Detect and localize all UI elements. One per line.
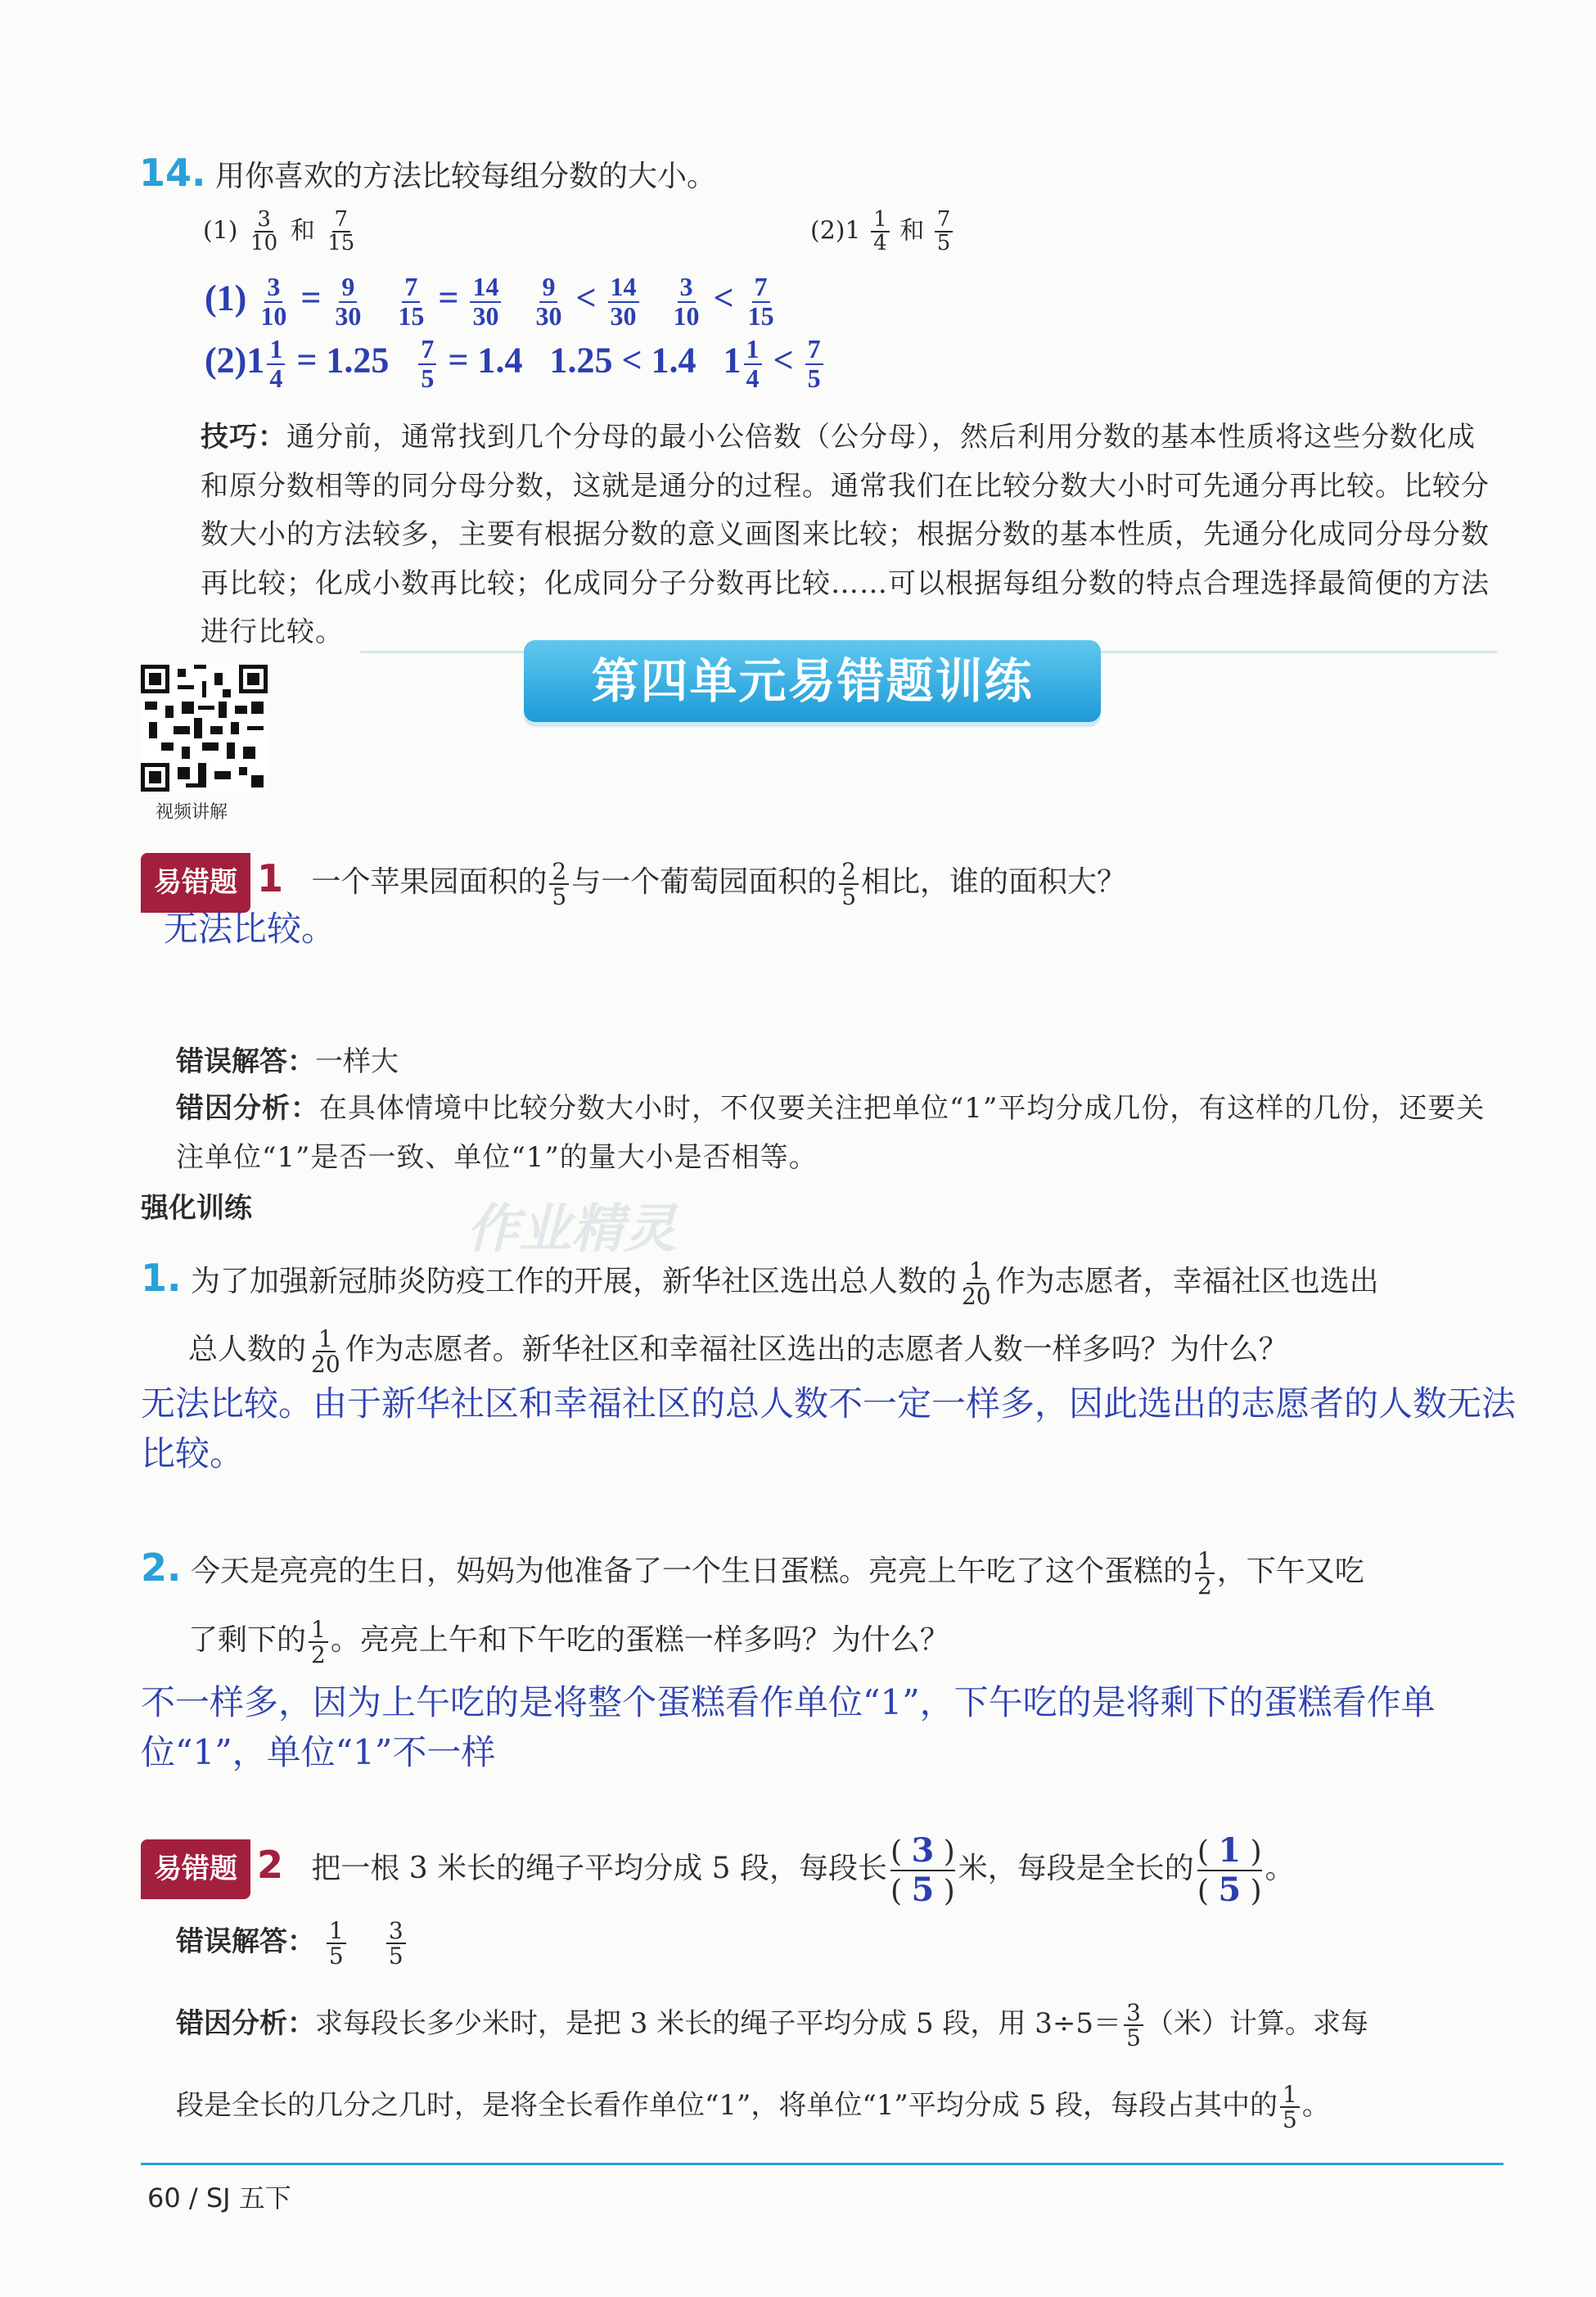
p1-question-cont: 总人数的 $\frac{1}{20}$ 作为志愿者。新华社区和幸福社区选出的志愿者人数一样多吗？为什么？	[188, 1324, 1288, 1378]
fraction: $\frac{2}{5}$	[549, 860, 569, 909]
p2-question: 2. 今天是亮亮的生日，妈妈为他准备了一个生日蛋糕。亮亮上午吃了这个蛋糕的 $\frac{1}{2}$ ，下午又吃	[141, 1546, 1364, 1600]
fraction: $\frac{2}{5}$	[839, 860, 859, 909]
footer-rule	[141, 2163, 1504, 2165]
p2-answer: 不一样多，因为上午吃的是将整个蛋糕看作单位“1”，下午吃的是将剩下的蛋糕看作单位“1”，单位“1”不一样	[141, 1682, 1436, 1772]
q14-text: 用你喜欢的方法比较每组分数的大小。	[214, 160, 716, 193]
e2-wrong-answer: 错误解答： $\frac{1}{5}$ $\frac{3}{5}$	[176, 1916, 408, 1969]
qr-code[interactable]	[141, 665, 268, 792]
q14-answer-1: (1) $\frac{3}{10}$ = $\frac{9}{30}$ $\frac{7}{15}$ = $\frac{14}{30}$ $\frac{9}{30}$ < $\frac{14}{30}$ $\frac{3}{10}$ < $\frac{7}{15}$	[205, 272, 774, 331]
e2-question: 易错题 2 把一根 3 米长的绳子平均分成 5 段，每段长 $\frac{( 3 )}{( 5 )}$ 米，每段是全长的 $\frac{( 1 )}{( 5 )}$ 。	[141, 1830, 1295, 1909]
section-banner: 第四单元易错题训练	[524, 640, 1101, 722]
error-number: 1	[257, 856, 284, 900]
q14-title	[139, 138, 716, 209]
e2-reason-cont: 段是全长的几分之几时，是将全长看作单位“1”，将单位“1”平均分成 5 段，每段占其中的 $\frac{1}{5}$ 。	[176, 2080, 1330, 2133]
watermark: 作业精灵	[467, 1199, 676, 1260]
p2-question-cont: 了剩下的 $\frac{1}{2}$ 。亮亮上午和下午吃的蛋糕一样多吗？为什么？	[188, 1615, 949, 1668]
p1-question: 1. 为了加强新冠肺炎防疫工作的开展，新华社区选出总人数的 $\frac{1}{20}$ 作为志愿者，幸福社区也选出	[141, 1256, 1379, 1310]
e1-wrong-answer: 错误解答：一样大	[176, 1045, 399, 1078]
fraction: $\frac{3}{10}$	[250, 207, 278, 256]
q14-sub1: (1) $\frac{3}{10}$ 和 $\frac{7}{15}$	[203, 209, 359, 255]
e1-answer: 无法比较。	[164, 909, 336, 949]
q14-sub2: (2)1 $\frac{1}{4}$ 和 $\frac{7}{5}$	[810, 209, 955, 255]
q14-answer-2: (2)1 $\frac{1}{4}$ = 1.25 $\frac{7}{5}$ = 1.4 1.25 < 1.4 1 $\frac{1}{4}$ < $\frac{7}{5}$	[205, 336, 826, 392]
answer-blank-2[interactable]: $\frac{( 1 )}{( 5 )}$	[1197, 1831, 1262, 1909]
practice-heading: 强化训练	[141, 1192, 252, 1225]
e2-reason: 错因分析：求每段长多少米时，是把 3 米长的绳子平均分成 5 段，用 3÷5＝ $\frac{3}{5}$ （米）计算。求每	[176, 1998, 1368, 2051]
p1-answer: 无法比较。由于新华社区和幸福社区的总人数不一定一样多，因此选出的志愿者的人数无法比较。	[141, 1383, 1517, 1473]
fraction: $\frac{7}{5}$	[935, 209, 954, 255]
q14-tip: 技巧：通分前，通常找到几个分母的最小公倍数（公分母），然后利用分数的基本性质将这些分数化成和原分数相等的同分母分数，这就是通分的过程。通常我们在比较分数大小时可先通分再比较。比较分数大小的方法较多，主要有根据分数的意义画图来比较；根据分数的基本性质，先通分化成同分母分数再比较；化成小数再比较；化成同分子分数再比较……可以根据每组分数的特点合理选择最简便的方法进行比较。	[201, 421, 1490, 648]
page-number: 60	[147, 2182, 181, 2214]
error-tag: 易错题	[141, 853, 250, 913]
e1-reason: 错因分析：在具体情境中比较分数大小时，不仅要关注把单位“1”平均分成几份，有这样的几份，还要关注单位“1”是否一致、单位“1”的量大小是否相等。	[176, 1092, 1486, 1174]
q14-number: 14.	[139, 151, 206, 195]
answer-blank-1[interactable]: $\frac{( 3 )}{( 5 )}$	[890, 1831, 955, 1909]
book-code: / SJ 五下	[188, 2182, 291, 2214]
footer	[147, 2177, 291, 2215]
error-number: 2	[257, 1843, 284, 1887]
fraction: $\frac{7}{15}$	[327, 207, 355, 256]
fraction: $\frac{1}{4}$	[871, 209, 890, 255]
qr-caption: 视频讲解	[156, 802, 228, 823]
error-tag: 易错题	[141, 1839, 250, 1899]
e1-question: 易错题 1 一个苹果园面积的 $\frac{2}{5}$ 与一个葡萄园面积的 $\frac{2}{5}$ 相比，谁的面积大？	[141, 843, 1126, 914]
